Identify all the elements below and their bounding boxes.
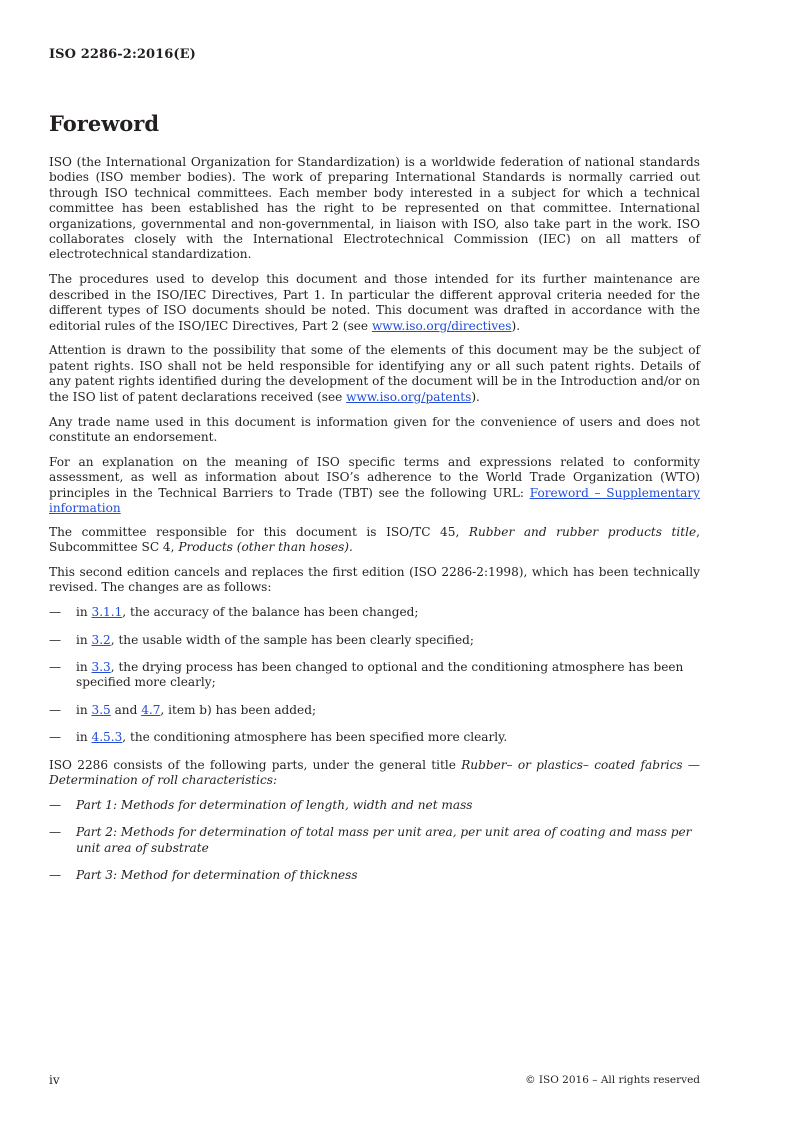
paragraph-procedures-end: ).: [511, 318, 521, 333]
paragraph-patents: [49, 343, 700, 405]
committee-title: Rubber and rubber products title: [468, 524, 697, 539]
list-dash: —: [49, 702, 62, 717]
list-item-text: , the accuracy of the balance has been changed;: [122, 605, 419, 620]
subcommittee-title: Products (other than hoses).: [178, 539, 353, 554]
clause-link[interactable]: 4.5.3: [91, 730, 123, 745]
list-dash: —: [49, 797, 62, 812]
changes-list: [49, 605, 700, 745]
list-item-prefix: in: [76, 659, 92, 674]
part-title: Part 2: Methods for determination of total mass per unit area, per unit area of coating and mass per unit area of substrate: [76, 825, 692, 855]
copyright-notice: © ISO 2016 – All rights reserved: [525, 1074, 700, 1086]
list-item-text: , item b) has been added;: [160, 702, 317, 717]
list-item: [49, 730, 700, 745]
clause-link[interactable]: 3.1.1: [91, 605, 123, 620]
list-item: [49, 703, 700, 718]
clause-link[interactable]: 3.2: [91, 632, 111, 647]
general-title: Rubber– or plastics– coated fabrics — Determination of roll characteristics:: [49, 757, 700, 787]
iso-patents-link[interactable]: www.iso.org/patents: [346, 389, 472, 404]
parts-list: [49, 798, 700, 884]
list-item: [49, 660, 700, 691]
paragraph-procedures-text: The procedures used to develop this document and those intended for its further maintenance are described in the ISO/IEC Directives, Part 1. In particular the different approval criteria needed for the different types of ISO documents should be noted. This document was drafted in accordance with the editorial rules of the ISO/IEC Directives, Part 2 (see: [49, 272, 700, 333]
list-item-prefix: in: [76, 730, 92, 745]
list-item-prefix: in: [76, 632, 92, 647]
list-item: [49, 633, 700, 648]
page-title: Foreword: [49, 111, 160, 136]
list-item-prefix: in: [76, 605, 92, 620]
list-item-text: , the conditioning atmosphere has been specified more clearly.: [122, 730, 508, 745]
list-item-prefix: in: [76, 702, 92, 717]
list-item-text: , the drying process has been changed to optional and the conditioning atmosphere has been specified more clearly;: [76, 659, 684, 690]
paragraph-parts-intro: [49, 758, 700, 789]
list-item-text: , the usable width of the sample has been clearly specified;: [110, 632, 474, 647]
paragraph-patents-text: Attention is drawn to the possibility that some of the elements of this document may be the subject of patent rights. ISO shall not be held responsible for identifying any or all such patent rights. Details of any patent rights identified during the development of the document will be in the Introduction and/or on the ISO list of patent declarations received (see: [49, 343, 700, 404]
list-item: [49, 798, 700, 813]
clause-link[interactable]: 3.3: [91, 659, 111, 674]
paragraph-trade-name: Any trade name used in this document is information given for the convenience of users and does not constitute an endorsement.: [49, 414, 700, 444]
paragraph-committee: [49, 525, 700, 556]
part-title: Part 3: Method for determination of thickness: [76, 868, 358, 883]
list-dash: —: [49, 632, 62, 647]
list-dash: —: [49, 605, 62, 620]
part-title: Part 1: Methods for determination of length, width and net mass: [76, 797, 473, 812]
document-id-header: ISO 2286-2:2016(E): [49, 47, 196, 62]
foreword-supplementary-link[interactable]: Foreword – Supplementary information: [49, 485, 700, 516]
list-dash: —: [49, 825, 62, 840]
paragraph-iso-intro: ISO (the International Organization for Standardization) is a worldwide federation of national standards bodies (ISO member bodies). The work of preparing International Standards is normally carried out through ISO technical committees. Each member body interested in a subject for which a technical committee has been established has the right to be represented on that committee. International organizations, governmental and non-governmental, in liaison with ISO, also take part in the work. ISO collaborates closely with the International Electrotechnical Commission (IEC) on all matters of electrotechnical standardization.: [49, 155, 700, 262]
paragraph-procedures: [49, 272, 700, 334]
document-page: [49, 0, 700, 1122]
clause-link[interactable]: 3.5: [91, 702, 111, 717]
foreword-body: [49, 155, 700, 896]
list-item: [49, 868, 700, 883]
paragraph-conformity-text: For an explanation on the meaning of ISO specific terms and expressions related to conformity assessment, as well as information about ISO’s adherence to the World Trade Organization (WTO) principles in the Technical Barriers to Trade (TBT) see the following URL:: [49, 454, 700, 500]
list-dash: —: [49, 659, 62, 674]
parts-intro-text: ISO 2286 consists of the following parts, under the general title: [49, 757, 462, 772]
list-item: [49, 825, 700, 856]
list-dash: —: [49, 730, 62, 745]
list-item-joiner: and: [110, 702, 142, 717]
list-item: [49, 605, 700, 620]
clause-link[interactable]: 4.7: [141, 702, 161, 717]
iso-directives-link[interactable]: www.iso.org/directives: [371, 318, 512, 333]
list-dash: —: [49, 868, 62, 883]
page-number: iv: [49, 1073, 60, 1087]
committee-text-c: , Subcommittee SC 4,: [49, 524, 700, 554]
paragraph-edition: This second edition cancels and replaces the first edition (ISO 2286-2:1998), which has been technically revised. The changes are as follows:: [49, 564, 700, 595]
paragraph-conformity: [49, 455, 700, 517]
committee-text-a: The committee responsible for this document is ISO/TC 45,: [49, 524, 469, 539]
paragraph-patents-end: ).: [471, 389, 480, 404]
